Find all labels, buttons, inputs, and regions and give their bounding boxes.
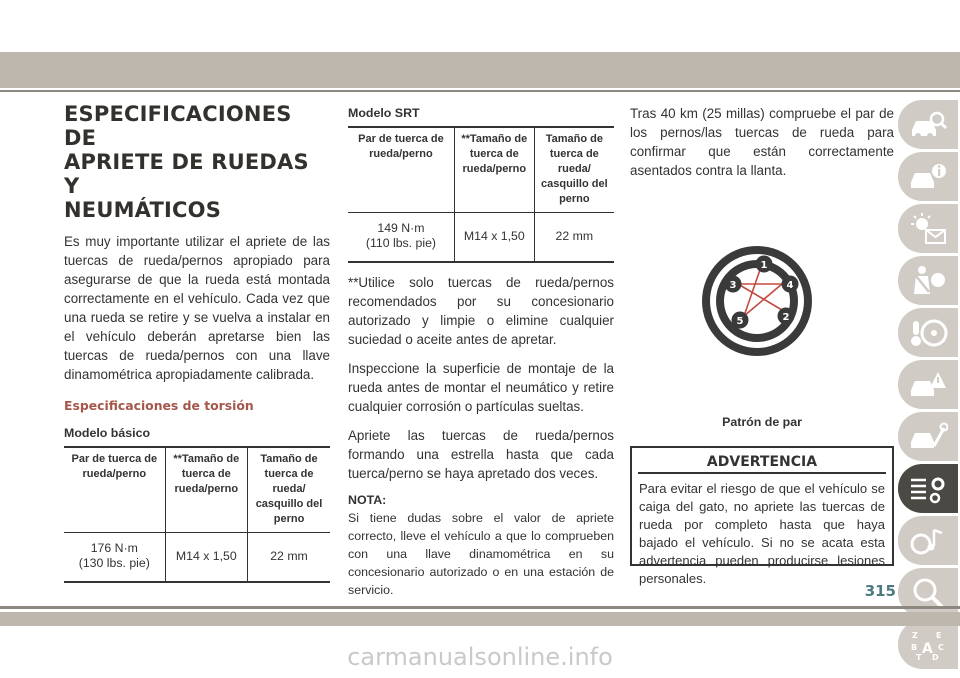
cell-nut-size: M14 x 1,50 bbox=[454, 213, 534, 263]
tab-car-hazard[interactable] bbox=[898, 360, 958, 409]
svg-text:C: C bbox=[938, 642, 944, 652]
table-header-row bbox=[348, 127, 614, 213]
steering-wheel-icon bbox=[908, 316, 948, 350]
bolt-label-4: 4 bbox=[786, 280, 794, 291]
svg-text:Z: Z bbox=[912, 630, 918, 640]
bolt-label-1: 1 bbox=[760, 260, 768, 271]
cell-torque bbox=[64, 533, 165, 583]
torque-imperial: (130 lbs. pie) bbox=[78, 556, 150, 570]
bottom-footer-band bbox=[0, 612, 960, 626]
basic-model-table bbox=[64, 446, 330, 583]
lug-nut-paragraph: **Utilice solo tuercas de rueda/pernos recomendados por su concesionario autorizado y limpie o elimine cualquier suciedad o aceite antes de apretar. bbox=[348, 275, 614, 347]
note-label: NOTA: bbox=[348, 493, 387, 507]
srt-model-label: Modelo SRT bbox=[348, 106, 420, 120]
torque-value: 176 N·m bbox=[90, 541, 138, 555]
cell-nut-size: M14 x 1,50 bbox=[165, 533, 247, 583]
specs-gear-icon bbox=[908, 472, 948, 506]
car-wrench-icon bbox=[908, 420, 948, 454]
title-line-1: ESPECIFICACIONES DE bbox=[64, 102, 292, 150]
title-line-3: NEUMÁTICOS bbox=[64, 198, 222, 222]
cell-socket-size: 22 mm bbox=[248, 533, 330, 583]
tighten-paragraph: Apriete las tuercas de rueda/pernos formando una estrella hasta que cada tuerca/perno se haya apretado dos veces. bbox=[348, 428, 614, 481]
recheck-paragraph: Tras 40 km (25 millas) compruebe el par de los pernos/las tuercas de rueda para confirmar que están correctamente asentados contra la llanta. bbox=[630, 106, 894, 178]
column-right bbox=[630, 100, 894, 180]
top-header-band bbox=[0, 52, 960, 88]
svg-text:A: A bbox=[922, 640, 933, 657]
header-socket-size: Tamaño de tuerca de rueda/ casquillo del perno bbox=[248, 447, 330, 533]
warning-title: ADVERTENCIA bbox=[638, 452, 886, 474]
search-icon bbox=[908, 576, 948, 610]
watermark: carmanualsonline.info bbox=[347, 643, 613, 671]
chapter-tabs bbox=[898, 100, 960, 672]
intro-paragraph: Es muy importante utilizar el apriete de las tuercas de rueda/pernos apropiado para asegurarse de que la rueda está montada correctamente en el vehículo. Cada vez que una rueda se retire y se vuelva a instalar en el vehículo deberán apretarse bien las tuercas de rueda/pernos con una llave dinamométrica apropiadamente calibrada. bbox=[64, 234, 330, 382]
note-text: Si tiene dudas sobre el valor de apriete correcto, lleve el vehículo a que lo comprueben con una llave dinamométrica en su concesionario autorizado o en una estación de servicio. bbox=[348, 511, 614, 597]
title-line-2: APRIETE DE RUEDAS Y bbox=[64, 150, 309, 198]
bottom-rule bbox=[0, 606, 960, 609]
tab-steering-wheel[interactable] bbox=[898, 308, 958, 357]
header-nut-size: **Tamaño de tuerca de rueda/perno bbox=[454, 127, 534, 213]
tab-warning-lights[interactable] bbox=[898, 204, 958, 253]
torque-spec-heading: Especificaciones de torsión bbox=[64, 398, 254, 413]
torque-imperial: (110 lbs. pie) bbox=[365, 236, 437, 250]
header-torque: Par de tuerca de rueda/perno bbox=[64, 447, 165, 533]
tab-search[interactable] bbox=[898, 568, 958, 617]
tab-car-search[interactable] bbox=[898, 100, 958, 149]
srt-model-table bbox=[348, 126, 614, 263]
tab-seatbelt-airbag[interactable] bbox=[898, 256, 958, 305]
torque-pattern-wheel-figure bbox=[700, 244, 814, 358]
header-nut-size: **Tamaño de tuerca de rueda/perno bbox=[165, 447, 247, 533]
warning-lights-icon bbox=[908, 212, 948, 246]
bolt-label-3: 3 bbox=[729, 280, 737, 291]
warning-text: Para evitar el riesgo de que el vehículo se caiga del gato, no apriete las tuercas de rueda por completo hasta que haya bajado el vehículo. Si no se acata esta advertencia pueden producirse lesiones personales. bbox=[639, 481, 885, 586]
cell-socket-size: 22 mm bbox=[534, 213, 614, 263]
bolt-label-5: 5 bbox=[736, 316, 744, 327]
seatbelt-airbag-icon bbox=[908, 264, 948, 298]
car-info-icon bbox=[908, 160, 948, 194]
basic-model-label: Modelo básico bbox=[64, 426, 151, 440]
table-row bbox=[348, 213, 614, 263]
table-header-row bbox=[64, 447, 330, 533]
bolt-label-2: 2 bbox=[782, 312, 790, 323]
svg-text:T: T bbox=[916, 652, 922, 662]
column-left bbox=[64, 100, 330, 583]
figure-caption: Patrón de par bbox=[722, 415, 802, 429]
tab-car-info[interactable] bbox=[898, 152, 958, 201]
svg-text:E: E bbox=[936, 630, 942, 640]
svg-text:B: B bbox=[911, 642, 918, 652]
warning-box bbox=[630, 446, 894, 586]
table-row bbox=[64, 533, 330, 583]
cell-torque bbox=[348, 213, 454, 263]
column-middle bbox=[348, 100, 614, 599]
page-number: 315 bbox=[864, 582, 896, 600]
media-icon bbox=[908, 524, 948, 558]
svg-text:D: D bbox=[932, 652, 939, 662]
torque-value: 149 N·m bbox=[377, 221, 425, 235]
car-search-icon bbox=[908, 108, 948, 142]
header-torque: Par de tuerca de rueda/perno bbox=[348, 127, 454, 213]
header-socket-size: Tamaño de tuerca de rueda/ casquillo del perno bbox=[534, 127, 614, 213]
inspect-paragraph: Inspeccione la superficie de montaje de la rueda antes de montar el neumático y retire cualquier corrosión o partículas sueltas. bbox=[348, 361, 614, 414]
page-title bbox=[64, 102, 330, 222]
car-hazard-icon bbox=[908, 368, 948, 402]
tab-specifications[interactable] bbox=[898, 464, 958, 513]
top-rule bbox=[0, 90, 960, 92]
tab-media[interactable] bbox=[898, 516, 958, 565]
tab-car-wrench[interactable] bbox=[898, 412, 958, 461]
